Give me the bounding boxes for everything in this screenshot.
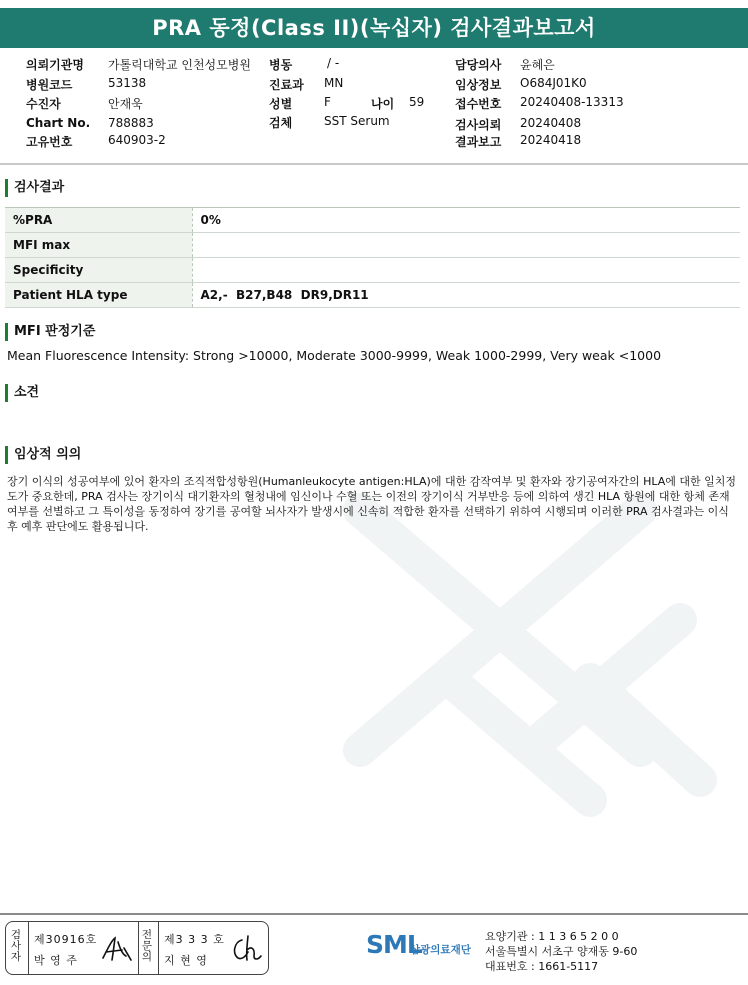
reviewer-label: 전문의 bbox=[141, 929, 153, 963]
age-label: 나이 bbox=[371, 97, 395, 111]
doctor-value: 윤혜은 bbox=[520, 58, 555, 72]
hospital-code-label: 병원코드 bbox=[26, 78, 73, 92]
section-mfi-heading: MFI 판정기준 bbox=[5, 323, 95, 341]
address-line: 서울특별시 서초구 양재동 9-60 bbox=[485, 945, 638, 958]
table-row bbox=[5, 283, 740, 308]
unique-no-label: 고유번호 bbox=[26, 135, 73, 149]
institution-label: 의뢰기관명 bbox=[26, 58, 84, 72]
department-value: MN bbox=[324, 76, 344, 90]
receipt-no-label: 접수번호 bbox=[455, 97, 502, 111]
chart-no-label: Chart No. bbox=[26, 116, 91, 130]
table-row bbox=[5, 208, 740, 233]
chart-no-value: 788883 bbox=[108, 116, 154, 130]
institution-value: 가톨릭대학교 인천성모병원 bbox=[108, 58, 251, 72]
tester-number: 제30916호 bbox=[34, 933, 98, 946]
ward-value: / - bbox=[327, 56, 340, 70]
section-opinion-heading: 소견 bbox=[5, 384, 39, 402]
section-clinical-heading: 임상적 의의 bbox=[5, 446, 81, 464]
divider bbox=[138, 922, 139, 974]
tester-name: 박 영 주 bbox=[34, 954, 78, 967]
organization-name: 삼광의료재단 bbox=[410, 944, 471, 956]
specimen-value: SST Serum bbox=[324, 114, 390, 128]
clinical-info-value: O684J01K0 bbox=[520, 76, 587, 90]
result-value bbox=[192, 233, 740, 258]
divider bbox=[158, 922, 159, 974]
sml-logo bbox=[366, 926, 481, 970]
mfi-criteria-text: Mean Fluorescence Intensity: Strong >10000, Moderate 3000-9999, Weak 1000-2999, Very weak <1000 bbox=[7, 348, 662, 363]
sex-value: F bbox=[324, 95, 331, 109]
result-label: Specificity bbox=[5, 258, 192, 283]
age-value: 59 bbox=[409, 95, 425, 109]
reviewer-name: 지 현 영 bbox=[164, 954, 208, 967]
result-value: 0% bbox=[192, 208, 740, 233]
result-label: MFI max bbox=[5, 233, 192, 258]
receipt-no-value: 20240408-13313 bbox=[520, 95, 624, 109]
header-divider bbox=[0, 163, 748, 165]
result-label: Patient HLA type bbox=[5, 283, 192, 308]
doctor-label: 담당의사 bbox=[455, 58, 502, 72]
reviewer-number: 제3 3 3 호 bbox=[164, 933, 225, 946]
department-label: 진료과 bbox=[269, 78, 304, 92]
phone-line: 대표번호 : 1661-5117 bbox=[485, 960, 599, 973]
logo-text: SML bbox=[366, 930, 422, 959]
section-result-heading: 검사결과 bbox=[5, 179, 64, 197]
report-date-value: 20240418 bbox=[520, 133, 582, 147]
result-label: %PRA bbox=[5, 208, 192, 233]
signature-box bbox=[5, 921, 269, 975]
footer-divider bbox=[0, 913, 748, 915]
tester-label: 검사자 bbox=[10, 929, 22, 963]
request-date-label: 검사의뢰 bbox=[455, 118, 502, 132]
institution-code-line: 요양기관 : 1 1 3 6 5 2 0 0 bbox=[485, 930, 619, 943]
ward-label: 병동 bbox=[269, 58, 293, 72]
patient-info-block bbox=[0, 56, 748, 151]
specimen-label: 검체 bbox=[269, 116, 293, 130]
tester-signature-icon bbox=[100, 934, 134, 964]
result-value bbox=[192, 258, 740, 283]
divider bbox=[28, 922, 29, 974]
sex-label: 성별 bbox=[269, 97, 293, 111]
unique-no-value: 640903-2 bbox=[108, 133, 166, 147]
table-row bbox=[5, 258, 740, 283]
result-table bbox=[5, 207, 740, 308]
clinical-info-label: 임상정보 bbox=[455, 78, 502, 92]
table-row bbox=[5, 233, 740, 258]
reviewer-signature-icon bbox=[228, 932, 264, 966]
patient-value: 안재욱 bbox=[108, 97, 143, 111]
contact-info bbox=[485, 929, 637, 974]
clinical-significance-text: 장기 이식의 성공여부에 있어 환자의 조직적합성항원(Humanleukocyte antigen:HLA)에 대한 감작여부 및 환자와 장기공여자간의 HLA에 대한 일치정도가 중요한데, PRA 검사는 장기이식 대기환자의 혈청내에 임신이나 수혈 또는 이전의 장기이식 거부반응 등에 의하여 생긴 HLA 항원에 대한 항체 존재 여부를 선별하고 그 특이성을 동정하여 장기를 공여할 뇌사자가 발생시에 신속히 적합한 환자를 선택하기 위하여 시행되며 이러한 PRA 검사결과는 이식 후 예후 판단에도 활용됩니다. bbox=[7, 475, 737, 533]
result-value: A2,- B27,B48 DR9,DR11 bbox=[192, 283, 740, 308]
hospital-code-value: 53138 bbox=[108, 76, 147, 90]
report-title: PRA 동정(Class II)(녹십자) 검사결과보고서 bbox=[0, 8, 748, 48]
patient-label: 수진자 bbox=[26, 97, 61, 111]
report-date-label: 결과보고 bbox=[455, 135, 502, 149]
request-date-value: 20240408 bbox=[520, 116, 582, 130]
